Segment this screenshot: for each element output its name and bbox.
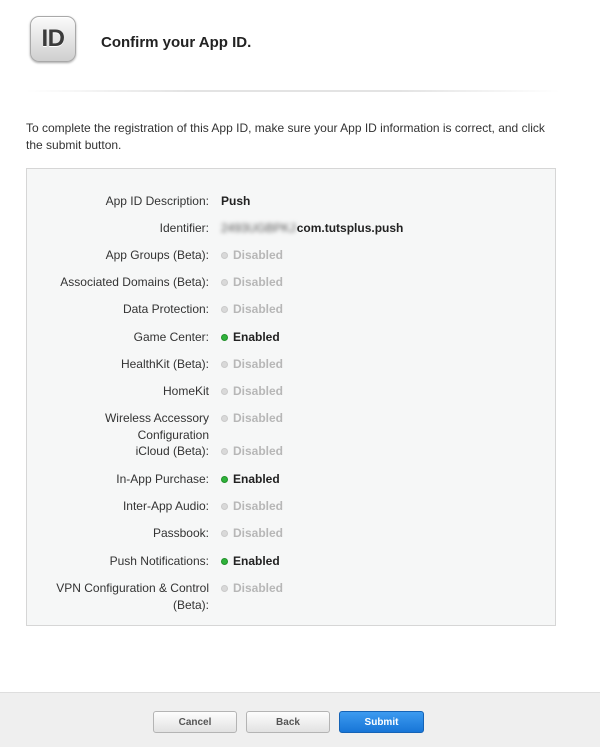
disabled-status-dot-icon: [221, 585, 228, 592]
disabled-status-dot-icon: [221, 530, 228, 537]
service-status: Enabled: [221, 329, 551, 346]
service-label: Associated Domains (Beta):: [60, 275, 209, 289]
back-button[interactable]: Back: [246, 711, 330, 733]
service-status: Enabled: [221, 553, 551, 570]
service-label: Game Center:: [133, 330, 209, 344]
app-id-summary-panel: [26, 168, 556, 626]
enabled-status-dot-icon: [221, 558, 228, 565]
disabled-status-dot-icon: [221, 388, 228, 395]
service-label: iCloud (Beta):: [135, 444, 209, 458]
service-status: Disabled: [221, 247, 551, 264]
service-label: HomeKit: [162, 384, 209, 398]
service-label: Data Protection:: [122, 302, 209, 316]
service-status: Disabled: [221, 383, 551, 400]
page-header: [0, 0, 600, 92]
service-status: Disabled: [221, 410, 551, 427]
service-label: In-App Purchase:: [116, 472, 209, 486]
service-status: Disabled: [221, 525, 551, 542]
disabled-status-dot-icon: [221, 279, 228, 286]
page-title: Confirm your App ID.: [101, 34, 252, 51]
disabled-status-dot-icon: [221, 252, 228, 259]
identifier-label: Identifier:: [159, 221, 209, 235]
service-label: Push Notifications:: [109, 554, 209, 568]
description-label: App ID Description:: [105, 194, 209, 208]
service-label: Wireless Accessory Configuration: [104, 411, 209, 442]
service-status: Disabled: [221, 356, 551, 373]
service-status: Enabled: [221, 471, 551, 488]
service-label: HealthKit (Beta):: [120, 357, 209, 371]
disabled-status-dot-icon: [221, 503, 228, 510]
enabled-status-dot-icon: [221, 334, 228, 341]
service-status: Disabled: [221, 443, 551, 460]
description-value: Push: [221, 194, 251, 208]
header-divider: [26, 90, 560, 92]
disabled-status-dot-icon: [221, 361, 228, 368]
service-label: Passbook:: [152, 526, 209, 540]
service-status: Disabled: [221, 580, 551, 597]
service-status: Disabled: [221, 498, 551, 515]
service-label: Inter-App Audio:: [122, 499, 209, 513]
service-status: Disabled: [221, 274, 551, 291]
enabled-status-dot-icon: [221, 476, 228, 483]
cancel-button[interactable]: Cancel: [153, 711, 237, 733]
action-footer: [0, 692, 600, 747]
service-status: Disabled: [221, 301, 551, 318]
app-id-icon: [30, 16, 76, 62]
disabled-status-dot-icon: [221, 448, 228, 455]
service-label: App Groups (Beta):: [105, 248, 209, 262]
team-id-prefix-blurred: 2493UGBPKJ: [221, 221, 296, 235]
service-label: VPN Configuration & Control (Beta):: [56, 581, 209, 612]
intro-text: To complete the registration of this App ID, make sure your App ID information is correct, and click the submit button.: [26, 121, 545, 152]
identifier-value: [221, 220, 551, 237]
submit-button[interactable]: Submit: [339, 711, 424, 733]
bundle-id: com.tutsplus.push: [296, 221, 404, 235]
app-id-icon-text: ID: [41, 25, 65, 52]
disabled-status-dot-icon: [221, 415, 228, 422]
disabled-status-dot-icon: [221, 306, 228, 313]
